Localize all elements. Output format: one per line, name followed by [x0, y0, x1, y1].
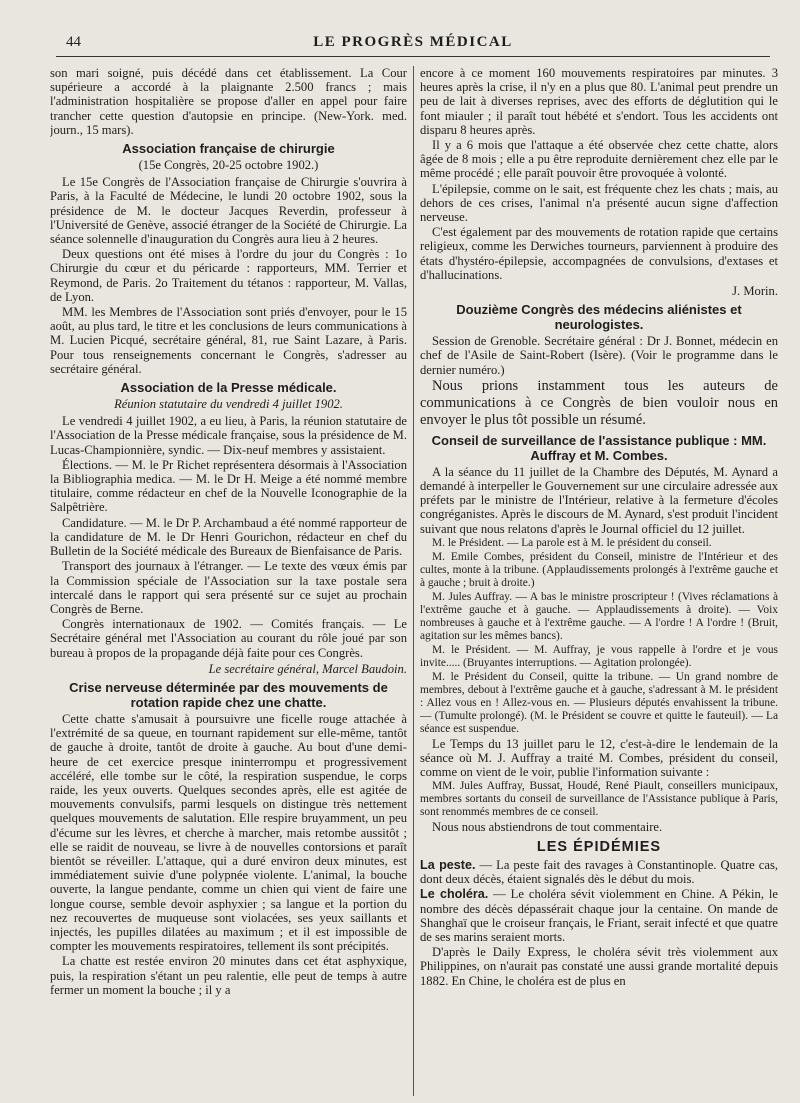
- article-paragraph: encore à ce moment 160 mouvements respiratoires par minutes. 3 heures après la crise, il n'y en a plus que 80. L'animal peut prendre un peu de lait à diverses reprises, avec des efforts de déglutition qui le font miauler ; il paraît tout hébété et s'endort. Tous les accidents ont disparu 8 heures après.: [420, 66, 778, 137]
- article-paragraph: La chatte est restée environ 20 minutes dans cet état asphyxique, puis, la respiration s'étant un peu ralentie, elle peut de temps à autre fermer un moment la bouche ; il y a: [50, 954, 407, 997]
- article-paragraph: D'après le Daily Express, le choléra sévit très violemment aux Philippines, on n'aurait pas constaté une aussi grande mortalité depuis 1882. En Chine, le choléra est de plus en: [420, 945, 778, 988]
- section-title: Crise nerveuse déterminée par des mouvements de rotation rapide chez une chatte.: [69, 679, 388, 710]
- quoted-paragraph: MM. Jules Auffray, Bussat, Houdé, René Piault, conseillers municipaux, membres sortants du conseil de surveillance de l'Assistance publique à Paris, sont renommés membres de ce conseil.: [420, 780, 778, 819]
- article-paragraph: A la séance du 11 juillet de la Chambre des Députés, M. Aynard a demandé à interpeller le Gouvernement sur une circulaire adressée aux préfets par le ministre de l'Intérieur, relative à la fermeture d'écoles congréganistes. Après le discours de M. Aynard, s'est produit l'incident suivant que nous relatons d'après le Journal officiel du 12 juillet.: [420, 464, 778, 536]
- article-paragraph: L'épilepsie, comme on le sait, est fréquente chez les chats ; mais, au dehors de ces crises, l'animal n'a présenté aucun signe d'affection nerveuse.: [420, 181, 778, 225]
- section-title: LES ÉPIDÉMIES: [536, 838, 662, 855]
- transcript-paragraph: M. Emile Combes, président du Conseil, ministre de l'Intérieur et des cultes, monte à la tribune. (Applaudissements prolongés à l'extrême gauche et à gauche ; bruit à droite.): [420, 550, 778, 589]
- left-column: [50, 66, 407, 1096]
- article-paragraph: Le 15e Congrès de l'Association française de Chirurgie s'ouvrira à Paris, à la Faculté de Médecine, le lundi 20 octobre 1902, sous la présidence de M. le docteur Jacques Reverdin, professeur à l'Université de Genève, associé étranger de la Société de Chirurgie. La séance solennelle d'inauguration du Congrès aura lieu à 2 heures.: [50, 175, 407, 247]
- section-title: Conseil de surveillance de l'assistance publique : MM. Auffray et M. Combes.: [431, 432, 767, 463]
- article-paragraph: Session de Grenoble. Secrétaire général : Dr J. Bonnet, médecin en chef de l'Asile de Saint-Robert (Isère). (Voir le programme dans le dernier numéro.): [420, 334, 778, 377]
- article-paragraph: Le vendredi 4 juillet 1902, a eu lieu, à Paris, la réunion statutaire de l'Association de la Presse médicale française, sous la présidence de M. Lucas-Championnière, syndic. — Dix-neuf membres y assistaient.: [50, 414, 407, 457]
- article-paragraph: son mari soigné, puis décédé dans cet établissement. La Cour supérieure a accordé à la plaignante 2.500 francs ; mais l'administration hospitalière se propose d'aller en appel pour faire trancher cette question d'autopsie en principe. (New-York. med. journ., 15 mars).: [50, 66, 407, 137]
- article-paragraph: C'est également par des mouvements de rotation rapide que certains religieux, comme les Derwiches tourneurs, parviennent à produire des états d'hystéro-épilepsie, accompagnées de convulsions, d'extases et d'hallucinations.: [420, 225, 778, 282]
- article-paragraph: Deux questions ont été mises à l'ordre du jour du Congrès : 1o Chirurgie du cœur et du péricarde : rapporteurs, MM. Terrier et Reymond, de Paris. 2o Traitement du tétanos : rapporteur, M. Vallas, de Lyon.: [50, 247, 407, 304]
- article-paragraph: MM. les Membres de l'Association sont priés d'envoyer, pour le 15 août, au plus tard, le titre et les conclusions de leurs communications à M. Lucien Picqué, secrétaire général, 81, rue Saint Lazare, à Paris. Pour tous renseignements concernant le Congrès, s'adresser au secrétaire général.: [50, 305, 407, 376]
- article-paragraph: Élections. — M. le Pr Richet représentera désormais à l'Association la Bibliographia medica. — M. le Dr H. Meige a été nommé membre titulaire, comme rédacteur en chef de la Nouvelle Iconographie de la Salpêtrière.: [50, 457, 407, 515]
- news-item-text: — La peste fait des ravages à Constantinople. Quatre cas, dont deux décès, étaient signalés dès le début du mois.: [420, 857, 778, 887]
- article-paragraph: Transport des journaux à l'étranger. — Le texte des vœux émis par la Commission spéciale de l'Association sur la taxe postale sera intercalé dans le rapport qui sera présenté sur ce sujet au prochain Congrès de Berne.: [50, 559, 407, 616]
- transcript-paragraph: M. le Président. — La parole est à M. le président du conseil.: [432, 536, 712, 549]
- signature: Le secrétaire général, Marcel Baudoin.: [208, 661, 407, 676]
- article-paragraph: Cette chatte s'amusait à poursuivre une ficelle rouge attachée à l'extrémité de sa queue, en tournant rapidement sur elle-même, tantôt de gauche à droite, tantôt de droite à gauche. Au bout d'une demi-heure de cet exercice presque ininterrompu et progressivement accéléré, elle tombe sur le côté, la respiration suspendue, le corps raide, les yeux ouverts. Quelques secondes après, elle est agitée de mouvements convulsifs, parmi lesquels on distingue très nettement quelques mouvements de salutation. Elle respire bruyamment, un peu d'écume sur les lèvres, et cherche à marcher, mais retombe aussitôt ; elle se raidit de nouveau, se livre à de nouvelles contorsions et paraît bientôt se réveiller. L'attaque, qui a duré environ deux minutes, est immédiatement suivie d'une polypnée violente. L'animal, la bouche ouverte, la langue pendante, comme un chien qui vient de faire une longue course, semble devoir asphyxier ; sa langue et la portion du nez recouvertes de muqueuse sont violacées, ses yeux saillants et injectés, les pupilles dilatées au maximum ; et il est impossible de compter les mouvements respiratoires, tellement ils sont précipités.: [50, 711, 407, 954]
- news-item: [420, 887, 778, 944]
- section-title: Douzième Congrès des médecins aliénistes et neurologistes.: [456, 302, 742, 333]
- news-item: [420, 858, 778, 886]
- transcript-paragraph: M. Jules Auffray. — A bas le ministre proscripteur ! (Vives réclamations à l'extrême gauche et à gauche. — Applaudissements à droite). — Voix nombreuses à gauche et à l'extrême gauche. — A l'ordre ! A l'ordre ! (Bruit, agitation sur les mêmes bancs).: [420, 590, 778, 642]
- page-number: 44: [66, 34, 81, 50]
- journal-title: LE PROGRÈS MÉDICAL: [313, 34, 513, 50]
- news-item-head: La peste.: [420, 857, 476, 872]
- section-title: Association de la Presse médicale.: [120, 380, 337, 396]
- running-head: [56, 30, 770, 57]
- section-subtitle: (15e Congrès, 20-25 octobre 1902.): [138, 158, 319, 173]
- article-paragraph: Nous nous abstiendrons de tout commentaire.: [432, 820, 663, 835]
- news-item-text: — Le choléra sévit violemment en Chine. A Pékin, le nombre des décès dépassérait chaque jour la centaine. On mande de Shanghaï que le croiseur français, le Friant, serait infecté et que quatre de ses marins seraient morts.: [420, 887, 778, 944]
- right-column: [420, 66, 778, 1096]
- section-subtitle: Réunion statutaire du vendredi 4 juillet 1902.: [114, 397, 343, 412]
- article-paragraph: Le Temps du 13 juillet paru le 12, c'est-à-dire le lendemain de la séance où M. J. Auffray a traité M. Combes, président du conseil, comme on vient de le voir, publie l'information suivante :: [420, 736, 778, 780]
- column-divider: [413, 66, 414, 1096]
- section-title: Association française de chirurgie: [122, 141, 335, 157]
- article-paragraph: Candidature. — M. le Dr P. Archambaud a été nommé rapporteur de la candidature de M. le Dr Henri Gourichon, rédacteur en chef du Bulletin de la Société médicale des Bureaux de Bienfaisance de Paris.: [50, 515, 407, 559]
- transcript-paragraph: M. le Président. — M. Auffray, je vous rappelle à l'ordre et je vous invite..... (Bruyantes interruptions. — Agitation prolongée).: [420, 643, 778, 669]
- article-paragraph: Congrès internationaux de 1902. — Comités français. — Le Secrétaire général met l'Association au courant du rôle joué par son bureau à propos de la propagande déjà faite pour ces Congrès.: [50, 617, 407, 660]
- news-item-head: Le choléra.: [420, 887, 489, 902]
- signature: J. Morin.: [732, 284, 778, 299]
- transcript-paragraph: M. le Président du Conseil, quitte la tribune. — Un grand nombre de membres, debout à l'extrême gauche et à gauche, s'adressant à M. le président : Allez vous en ! Allez-vous en. — Plusieurs députés envahissent la tribune. — (Tumulte prolongé). (M. le Président se couvre et quitte le fauteuil). — La séance est suspendue.: [420, 670, 778, 735]
- notice-paragraph: Nous prions instamment tous les auteurs de communications à ce Congrès de bien vouloir nous en envoyer le plus tôt possible un résumé.: [420, 377, 778, 428]
- article-paragraph: Il y a 6 mois que l'attaque a été observée chez cette chatte, alors âgée de 8 mois ; elle a pu être reproduite dernièrement chez elle par le même procédé ; elle paraît pouvoir être provoquée à volonté.: [420, 138, 778, 181]
